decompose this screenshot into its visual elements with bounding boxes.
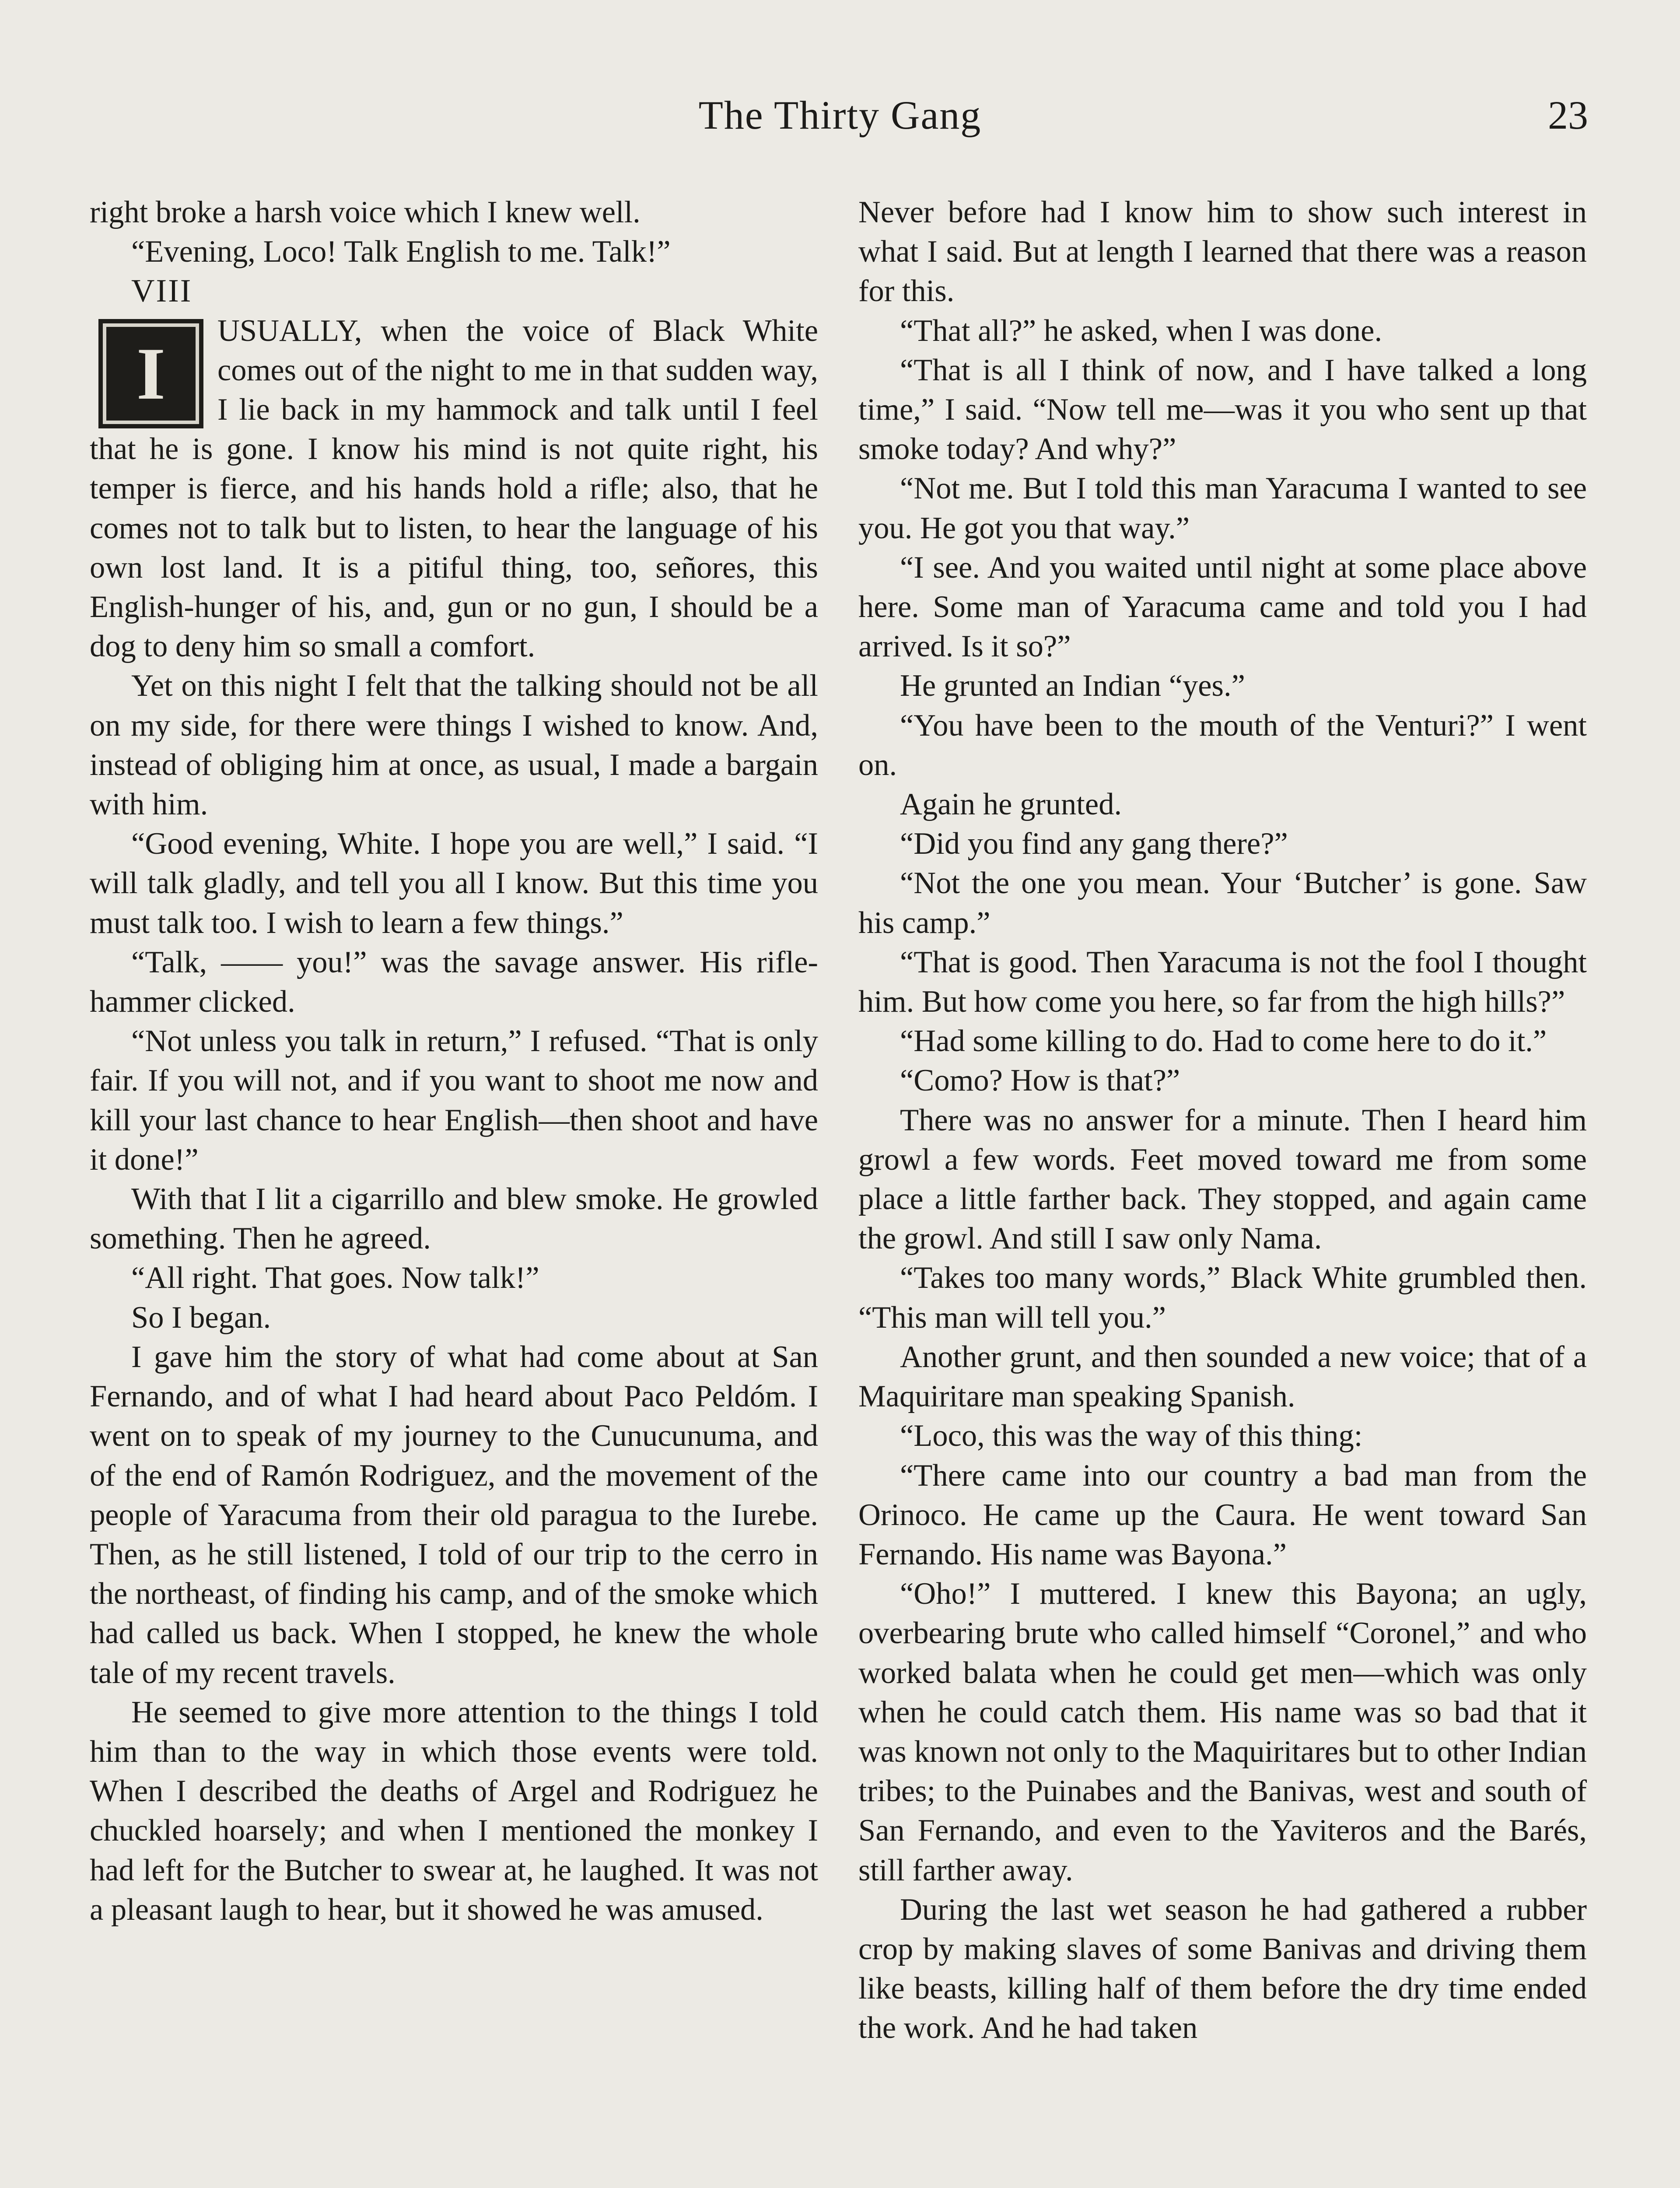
- right-column: [858, 193, 1587, 2048]
- paragraph: “Evening, Loco! Talk English to me. Talk!”: [131, 235, 671, 269]
- paragraph: “Loco, this was the way of this thing:: [900, 1419, 1363, 1453]
- paragraph: Yet on this night I felt that the talking should not be all on my side, for there were things I wished to know. And, instead of obliging him at once, as usual, I made a bargain with him.: [90, 669, 818, 822]
- paragraph: I gave him the story of what had come about at San Fernando, and of what I had heard about Paco Peldóm. I went on to speak of my journey to the Cunucunuma, and of the end of Ramón Rodriguez, and the movement of the people of Yaracuma from their old paragua to the Iurebe. Then, as he still listened, I told of our trip to the cerro in the northeast, of finding his camp, and of the smoke which had called us back. When I stopped, he knew the whole tale of my recent travels.: [90, 1339, 818, 1690]
- paragraph: During the last wet season he had gathered a rubber crop by making slaves of some Banivas and driving them like beasts, killing half of them before the dry time ended the work. And he had taken: [858, 1892, 1587, 2045]
- paragraph: right broke a harsh voice which I knew well.: [90, 195, 640, 229]
- paragraph: He grunted an Indian “yes.”: [900, 669, 1245, 703]
- paragraph: “There came into our country a bad man from the Orinoco. He came up the Caura. He went toward San Fernando. His name was Bayona.”: [858, 1458, 1587, 1571]
- paragraph-text: USUALLY, when the voice of Black White comes out of the night to me in that sudden way, I lie back in my hammock and talk until I feel that he is gone. I know his mind is not quite right, his temper is fierce, and his hands hold a rifle; also, that he comes not to talk but to listen, to hear the language of his own lost land. It is a pitiful thing, too, señores, this English-hunger of his, and, gun or no gun, I should be a dog to deny him so small a comfort.: [90, 313, 818, 664]
- drop-cap-letter: I: [136, 332, 166, 415]
- paragraph: “That is good. Then Yaracuma is not the fool I thought him. But how come you here, so far from the high hills?”: [858, 945, 1587, 1019]
- paragraph: Another grunt, and then sounded a new voice; that of a Maquiritare man speaking Spanish.: [858, 1339, 1587, 1414]
- paragraph: With that I lit a cigarrillo and blew smoke. He growled something. Then he agreed.: [90, 1182, 818, 1256]
- paragraph: “Had some killing to do. Had to come here to do it.”: [900, 1024, 1547, 1059]
- paragraph: [90, 311, 818, 666]
- paragraph: “Como? How is that?”: [900, 1063, 1180, 1098]
- paragraph: “All right. That goes. Now talk!”: [131, 1261, 539, 1295]
- paragraph: “I see. And you waited until night at some place above here. Some man of Yaracuma came and told you I had arrived. Is it so?”: [858, 550, 1587, 664]
- paragraph: “Oho!” I muttered. I knew this Bayona; an ugly, overbearing brute who called himself “Coronel,” and who worked balata when he could get men—which was only when he could catch them. His name was so bad that it was known not only to the Maquiritares but to other Indian tribes; to the Puinabes and the Banivas, west and south of San Fernando, and even to the Yaviteros and the Barés, still farther away.: [858, 1577, 1587, 1887]
- page-header: [0, 88, 1680, 153]
- drop-cap-ornament: [98, 319, 203, 428]
- paragraph: “Did you find any gang there?”: [900, 827, 1288, 861]
- paragraph: Again he grunted.: [900, 787, 1122, 822]
- paragraph: Never before had I know him to show such interest in what I said. But at length I learned that there was a reason for this.: [858, 195, 1587, 309]
- paragraph: “Talk, —— you!” was the savage answer. His rifle-hammer clicked.: [90, 945, 818, 1019]
- paragraph: So I began.: [131, 1300, 271, 1335]
- page-number: 23: [1548, 93, 1588, 137]
- paragraph: “Not the one you mean. Your ‘Butcher’ is gone. Saw his camp.”: [858, 866, 1587, 940]
- paragraph: “Not me. But I told this man Yaracuma I wanted to see you. He got you that way.”: [858, 471, 1587, 545]
- paragraph: There was no answer for a minute. Then I heard him growl a few words. Feet moved toward me from some place a little farther back. They stopped, and again came the growl. And still I saw only Nama.: [858, 1103, 1587, 1256]
- paragraph: “You have been to the mouth of the Venturi?” I went on.: [858, 708, 1587, 782]
- paragraph: “Not unless you talk in return,” I refused. “That is only fair. If you will not, and if you want to shoot me now and kill your last chance to hear English—then shoot and have it done!”: [90, 1024, 818, 1177]
- paragraph: “Takes too many words,” Black White grumbled then. “This man will tell you.”: [858, 1261, 1587, 1335]
- chapter-heading: VIII: [131, 273, 192, 309]
- paragraph: “Good evening, White. I hope you are well,” I said. “I will talk gladly, and tell you all I know. But this time you must talk too. I wish to learn a few things.”: [90, 827, 818, 940]
- paragraph: “That is all I think of now, and I have talked a long time,” I said. “Now tell me—was it you who sent up that smoke today? And why?”: [858, 353, 1587, 466]
- left-column: [90, 193, 818, 1929]
- paragraph: He seemed to give more attention to the things I told him than to the way in which those events were told. When I described the deaths of Argel and Rodriguez he chuckled hoarsely; and when I mentioned the monkey I had left for the Butcher to swear at, he laughed. It was not a pleasant laugh to hear, but it showed he was amused.: [90, 1695, 818, 1927]
- paragraph: “That all?” he asked, when I was done.: [900, 313, 1382, 348]
- running-title: The Thirty Gang: [698, 93, 982, 137]
